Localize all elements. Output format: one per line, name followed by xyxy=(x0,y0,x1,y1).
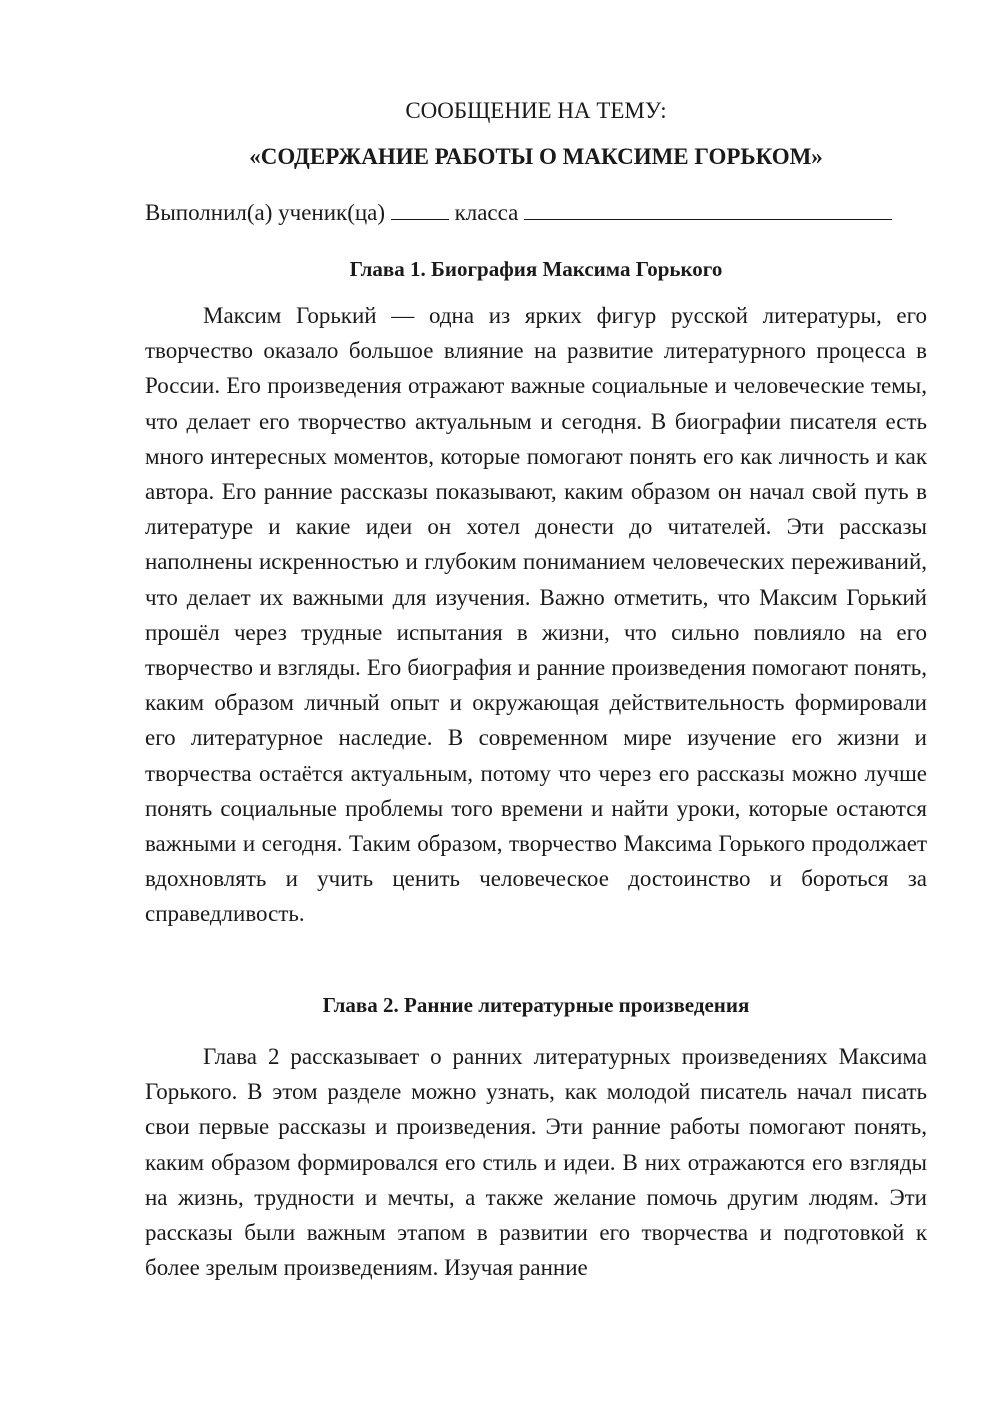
author-prefix: Выполнил(а) ученик(ца) xyxy=(145,200,386,225)
student-name-blank xyxy=(391,197,449,220)
chapter-2-heading: Глава 2. Ранние литературные произведения xyxy=(322,993,750,1017)
class-label: класса xyxy=(454,200,519,225)
author-line xyxy=(145,197,927,228)
chapter-1-paragraph: Максим Горький — одна из ярких фигур русской литературы, его творчество оказало большое влияние на развитие литературного процесса в России. Его произведения отражают важные социальные и человеческие темы, что делает его творчество актуальным и сегодня. В биографии писателя есть много интересных моментов, которые помогают понять его как личность и как автора. Его ранние рассказы показывают, каким образом он начал свой путь в литературе и какие идеи он хотел донести до читателей. Эти рассказы наполнены искренностью и глубоким пониманием человеческих переживаний, что делает их важными для изучения. Важно отметить, что Максим Горький прошёл через трудные испытания в жизни, что сильно повлияло на его творчество и взгляды. Его биография и ранние произведения помогают понять, каким образом личный опыт и окружающая действительность формировали его литературное наследие. В современном мире изучение его жизни и творчества остаётся актуальным, потому что через его рассказы можно лучше понять социальные проблемы того времени и найти уроки, которые остаются важными и сегодня. Таким образом, творчество Максима Горького продолжает вдохновлять и учить ценить человеческое достоинство и бороться за справедливость. xyxy=(145,303,927,927)
chapter-1-heading: Глава 1. Биография Максима Горького xyxy=(349,257,723,281)
chapter-2-paragraph: Глава 2 рассказывает о ранних литературных произведениях Максима Горького. В этом разделе можно узнать, как молодой писатель начал писать свои первые рассказы и произведения. Эти ранние работы помогают понять, каким образом формировался его стиль и идеи. В них отражаются его взгляды на жизнь, трудности и мечты, а также желание помочь другим людям. Эти рассказы были важным этапом в развитии его творчества и подготовкой к более зрелым произведениям. Изучая ранние xyxy=(145,1044,927,1281)
document-title-line-2: «СОДЕРЖАНИЕ РАБОТЫ О МАКСИМЕ ГОРЬКОМ» xyxy=(249,144,823,169)
document-title-line-1: СООБЩЕНИЕ НА ТЕМУ: xyxy=(405,98,667,123)
class-blank xyxy=(524,197,892,220)
